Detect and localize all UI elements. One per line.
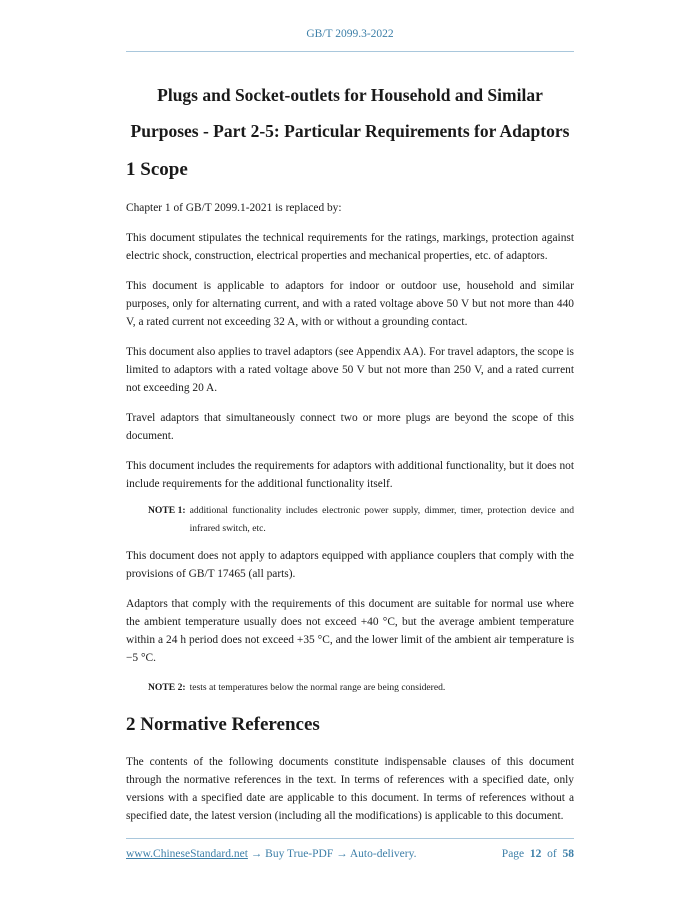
paragraph: The contents of the following documents constitute indispensable clauses of this document through the normative references in the text. In terms of references with a specified date, only versions with a specified date are applicable to this document. In terms of references without a specified date, the latest version (including all the modifications) is applicable to this document.: [126, 756, 574, 822]
auto-delivery-text: Auto-delivery.: [349, 848, 417, 860]
note-2: [148, 679, 574, 697]
page-word: Page: [501, 848, 525, 860]
paragraph: Travel adaptors that simultaneously connect two or more plugs are beyond the scope of this document.: [126, 412, 574, 442]
paragraph: Adaptors that comply with the requirements of this document are suitable for normal use where the ambient temperature usually does not exceed +40 °C, but the average ambient temperature within a 24 h period does not exceed +35 °C, and the lower limit of the ambient air temperature is −5 °C.: [126, 598, 574, 664]
footer-divider: [126, 838, 574, 839]
arrow-icon: →: [247, 848, 266, 860]
section-2-heading: 2 Normative References: [126, 714, 320, 735]
paragraph: This document does not apply to adaptors equipped with appliance couplers that comply with the provisions of GB/T 17465 (all parts).: [126, 550, 574, 580]
document-code-header: GB/T 2099.3-2022: [306, 28, 394, 40]
title-line-1: Plugs and Socket-outlets for Household and Similar: [157, 85, 543, 105]
note-label: NOTE 2:: [148, 682, 186, 693]
paragraph: This document stipulates the technical requirements for the ratings, markings, protection against electric shock, construction, electrical properties and mechanical properties, etc. of adaptors.: [126, 232, 574, 262]
header-divider: [126, 51, 574, 52]
title-line-2: Purposes - Part 2-5: Particular Requirements for Adaptors: [130, 121, 570, 141]
paragraph: This document includes the requirements for adaptors with additional functionality, but it does not include requirements for the additional functionality itself.: [126, 460, 574, 490]
buy-pdf-link[interactable]: Buy True-PDF: [265, 848, 334, 860]
page-indicator: [502, 848, 574, 860]
document-body: [126, 158, 574, 837]
paragraph: Chapter 1 of GB/T 2099.1-2021 is replaced by:: [126, 202, 342, 214]
page-footer: [126, 848, 574, 860]
document-title: [90, 77, 610, 149]
paragraph: This document is applicable to adaptors for indoor or outdoor use, household and similar purposes, only for alternating current, and with a rated voltage above 50 V but not more than 440 V, a rated current not exceeding 32 A, with or without a grounding contact.: [126, 280, 574, 328]
section-1-heading: 1 Scope: [126, 159, 188, 180]
note-text: tests at temperatures below the normal range are being considered.: [189, 682, 446, 693]
page-total: 58: [562, 848, 574, 860]
note-1: [148, 502, 574, 538]
footer-links: [126, 848, 417, 860]
of-word: of: [547, 848, 557, 860]
arrow-icon: →: [333, 848, 350, 860]
note-text: additional functionality includes electronic power supply, dimmer, timer, protection device and infrared switch, etc.: [189, 505, 574, 534]
page-current: 12: [529, 848, 542, 860]
paragraph: This document also applies to travel adaptors (see Appendix AA). For travel adaptors, the scope is limited to adaptors with a rated voltage above 50 V but not more than 250 V, and a rated current not exceeding 20 A.: [126, 346, 574, 394]
note-label: NOTE 1:: [148, 505, 186, 516]
website-link[interactable]: www.ChineseStandard.net: [126, 848, 248, 860]
